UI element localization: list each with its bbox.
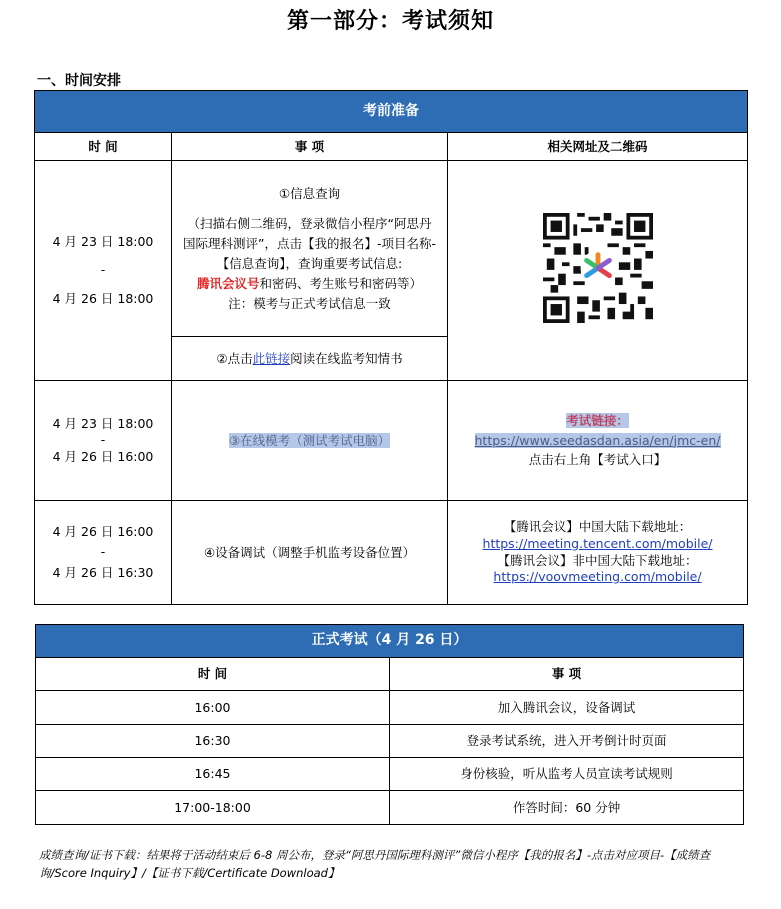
time-end: 4 月 26 日 16:00 xyxy=(52,448,154,464)
table-row xyxy=(36,725,744,758)
time-cell xyxy=(35,381,172,501)
col-header-link: 相关网址及二维码 xyxy=(448,133,748,161)
time-cell xyxy=(35,161,172,381)
notice-link[interactable]: 此链接 xyxy=(252,350,291,366)
cn-download-label: 【腾讯会议】中国大陆下载地址： xyxy=(503,518,692,534)
item-title: ①信息查询 xyxy=(278,186,341,202)
col-header-time: 时 间 xyxy=(36,658,390,691)
item-info-query xyxy=(172,161,448,337)
prep-table xyxy=(34,90,748,605)
item-mock-exam xyxy=(172,381,448,501)
time-start: 4 月 23 日 18:00 xyxy=(52,234,154,250)
notice-suffix: 阅读在线监考知情书 xyxy=(290,350,403,366)
qr-code-icon xyxy=(543,213,653,323)
exam-item: 身份核验，听从监考人员宣读考试规则 xyxy=(390,758,744,791)
col-header-item: 事 项 xyxy=(390,658,744,691)
item-notice xyxy=(172,337,448,381)
prep-header: 考前准备 xyxy=(35,91,748,133)
item-body: （扫描右侧二维码，登录微信小程序“阿思丹国际理科测评”，点击【我的报名】-项目名称-【信息查询】，查询重要考试信息: xyxy=(183,215,436,271)
meeting-id-emphasis: 腾讯会议号 xyxy=(196,275,260,291)
time-end: 4 月 26 日 16:30 xyxy=(52,564,154,580)
section-title: 一、时间安排 xyxy=(37,73,121,89)
page-title: 第一部分：考试须知 xyxy=(286,9,494,34)
table-row xyxy=(36,758,744,791)
col-header-time: 时 间 xyxy=(35,133,172,161)
exam-item: 作答时间：60 分钟 xyxy=(390,791,744,825)
item-body-b: 和密码、考生账号和密码等） xyxy=(259,275,423,291)
device-test-text: ④设备调试（调整手机监考设备位置） xyxy=(203,544,416,560)
mock-exam-text: ③在线模考（测试考试电脑） xyxy=(228,432,391,448)
exam-link-label: 考试链接： xyxy=(566,413,629,429)
exam-time: 16:30 xyxy=(36,725,390,758)
time-cell xyxy=(35,501,172,605)
exam-time: 17:00-18:00 xyxy=(36,791,390,825)
item-device-test xyxy=(172,501,448,605)
col-header-item: 事 项 xyxy=(172,133,448,161)
table-row xyxy=(36,691,744,725)
table-row xyxy=(36,791,744,825)
download-cell xyxy=(448,501,748,605)
exam-time: 16:45 xyxy=(36,758,390,791)
exam-time: 16:00 xyxy=(36,691,390,725)
exam-item: 登录考试系统，进入开考倒计时页面 xyxy=(390,725,744,758)
qr-cell xyxy=(448,161,748,381)
footer-note: 成绩查询/证书下载：结果将于活动结束后 6-8 周公布，登录“阿思丹国际理科测评”微信小程序【我的报名】-点击对应项目-【成绩查询/Score Inquiry】/【证书下载/Certificate Download】 xyxy=(39,848,711,881)
exam-header: 正式考试（4 月 26 日） xyxy=(36,625,744,658)
exam-link-note: 点击右上角【考试入口】 xyxy=(528,452,667,468)
exam-link-cell xyxy=(448,381,748,501)
exam-link[interactable]: https://www.seedasdan.asia/en/jmc-en/ xyxy=(474,432,721,448)
intl-download-link[interactable]: https://voovmeeting.com/mobile/ xyxy=(493,569,702,585)
time-dash: - xyxy=(100,432,106,448)
time-dash: - xyxy=(100,262,106,278)
notice-prefix: ②点击 xyxy=(216,350,253,366)
intl-download-label: 【腾讯会议】非中国大陆下载地址： xyxy=(497,552,698,568)
item-note: 注：模考与正式考试信息一致 xyxy=(228,295,391,311)
cn-download-link[interactable]: https://meeting.tencent.com/mobile/ xyxy=(482,535,713,551)
exam-table xyxy=(35,624,744,825)
time-dash: - xyxy=(100,544,106,560)
exam-item: 加入腾讯会议，设备调试 xyxy=(390,691,744,725)
time-end: 4 月 26 日 18:00 xyxy=(52,290,154,306)
time-start: 4 月 23 日 18:00 xyxy=(52,416,154,432)
time-start: 4 月 26 日 16:00 xyxy=(52,524,154,540)
